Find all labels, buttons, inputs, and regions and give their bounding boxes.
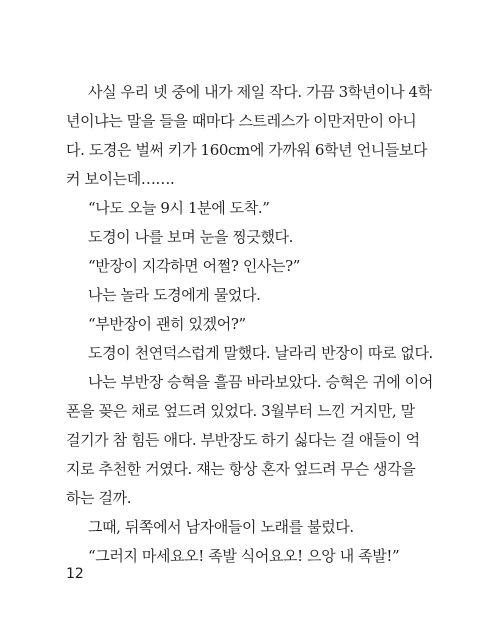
text-line: “반장이 지각하면 어쩔? 인사는?” xyxy=(88,257,301,275)
text-line: 다. 도경은 벌써 키가 160cm에 가까워 6학년 언니들보다 xyxy=(66,141,428,159)
body-text xyxy=(66,78,438,571)
paragraph xyxy=(66,310,438,339)
text-line: 도경이 나를 보며 눈을 찡긋했다. xyxy=(88,228,294,246)
paragraph xyxy=(66,194,438,223)
text-line: 하는 걸까. xyxy=(66,489,132,507)
paragraph xyxy=(66,513,438,542)
text-line: “부반장이 괜히 있겠어?” xyxy=(88,315,246,333)
paragraph xyxy=(66,252,438,281)
paragraph xyxy=(66,281,438,310)
paragraph xyxy=(66,542,438,571)
text-line: 사실 우리 넷 중에 내가 제일 작다. 가끔 3학년이나 4학 xyxy=(88,83,432,101)
text-line: 도경이 천연덕스럽게 말했다. 날라리 반장이 따로 없다. xyxy=(88,344,433,362)
text-line: “나도 오늘 9시 1분에 도착.” xyxy=(88,199,270,217)
text-line: 걸기가 참 힘든 애다. 부반장도 하기 싫다는 걸 애들이 억 xyxy=(66,431,420,449)
text-line: 지로 추천한 거였다. 쟤는 항상 혼자 엎드려 무슨 생각을 xyxy=(66,460,416,478)
text-line: 년이냐는 말을 들을 때마다 스트레스가 이만저만이 아니 xyxy=(66,112,417,130)
text-line: 커 보이는데……. xyxy=(66,170,175,188)
page-number: 12 xyxy=(66,566,84,582)
paragraph xyxy=(66,223,438,252)
paragraph xyxy=(66,78,438,194)
text-line: 나는 부반장 승혁을 흘끔 바라보았다. 승혁은 귀에 이어 xyxy=(88,373,433,391)
text-line: “그러지 마세요오! 족발 식어요오! 으앙 내 족발!” xyxy=(88,547,400,565)
text-line: 폰을 꽂은 채로 엎드려 있었다. 3월부터 느낀 거지만, 말 xyxy=(66,402,415,420)
paragraph xyxy=(66,339,438,368)
paragraph xyxy=(66,368,438,513)
text-line: 그때, 뒤쪽에서 남자애들이 노래를 불렀다. xyxy=(88,518,354,536)
text-line: 나는 놀라 도경에게 물었다. xyxy=(88,286,261,304)
